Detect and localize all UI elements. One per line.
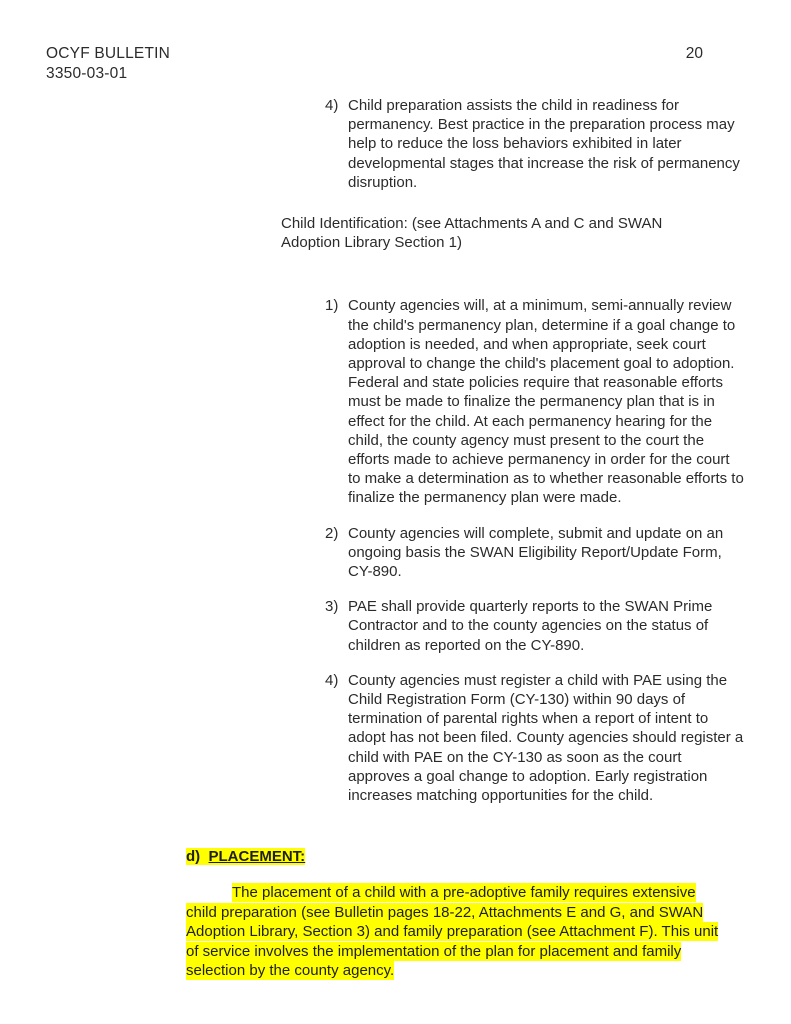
placement-heading-word: PLACEMENT: — [208, 848, 306, 866]
list-item — [325, 671, 745, 805]
header-identifier-block — [46, 44, 170, 84]
placement-paragraph-wrapper — [186, 883, 726, 980]
heading-gap — [200, 848, 208, 865]
placement-section — [186, 847, 726, 980]
list-item-text: Child preparation assists the child in readiness for permanency. Best practice in the preparation process may help to reduce the loss behaviors exhibited in later developmental stages that increase the risk of permanency disruption. — [348, 97, 740, 191]
spacer — [0, 252, 791, 296]
child-identification-heading: Child Identification: (see Attachments A and C and SWAN Adoption Library Section 1) — [281, 215, 663, 252]
list-item-text: PAE shall provide quarterly reports to the SWAN Prime Contractor and to the county agencies on the status of children as reported on the CY-890. — [348, 598, 713, 654]
list-item — [325, 296, 745, 507]
child-identification-list — [325, 296, 745, 805]
list-item-text: County agencies must register a child with PAE using the Child Registration Form (CY-130) within 90 days of termination of parental rights when a report of intent to adopt has not been filed. County agencies should register a child with PAE on the CY-130 as soon as the court approves a goal change to adoption. Early registration increases matching opportunities for the child. — [348, 671, 744, 805]
child-preparation-list — [325, 96, 745, 192]
placement-heading-letter: d) — [186, 848, 201, 866]
list-marker: 2) — [325, 524, 339, 542]
list-marker: 1) — [325, 297, 339, 315]
placement-heading — [186, 847, 726, 867]
bulletin-code: 3350-03-01 — [46, 65, 128, 82]
bulletin-title: OCYF BULLETIN — [46, 45, 171, 62]
list-item — [325, 597, 745, 655]
page-number: 20 — [685, 45, 703, 62]
list-item-text: County agencies will, at a minimum, semi-annually review the child's permanency plan, determine if a goal change to adoption is needed, and when appropriate, seek court approval to change the child's placement goal to adoption. Federal and state policies require that reasonable efforts must be made to finalize the permanency plan that is in effect for the child. At each permanency hearing for the child, the county agency must present to the court the efforts made to achieve permanency in order for the court to make a determination as to whether reasonable efforts to finalize the permanency plan were made. — [348, 297, 744, 507]
placement-heading-highlight — [186, 848, 305, 865]
list-marker: 4) — [325, 671, 339, 689]
spacer — [0, 192, 791, 214]
placement-paragraph: The placement of a child with a pre-adoptive family requires extensive child preparation (see Bulletin pages 18-22, Attachments E and G, and SWAN Adoption Library, Section 3) and family preparation (see Attachment F). This unit of service involves the implementation of the plan for placement and family selection by the county agency. — [186, 884, 719, 979]
list-item — [325, 96, 745, 192]
list-marker: 3) — [325, 598, 339, 616]
list-item — [325, 524, 745, 582]
list-marker: 4) — [325, 97, 339, 114]
document-body — [0, 96, 791, 980]
page-header — [0, 44, 791, 88]
list-item-text: County agencies will complete, submit and update on an ongoing basis the SWAN Eligibility Report/Update Form, CY-890. — [348, 524, 724, 581]
